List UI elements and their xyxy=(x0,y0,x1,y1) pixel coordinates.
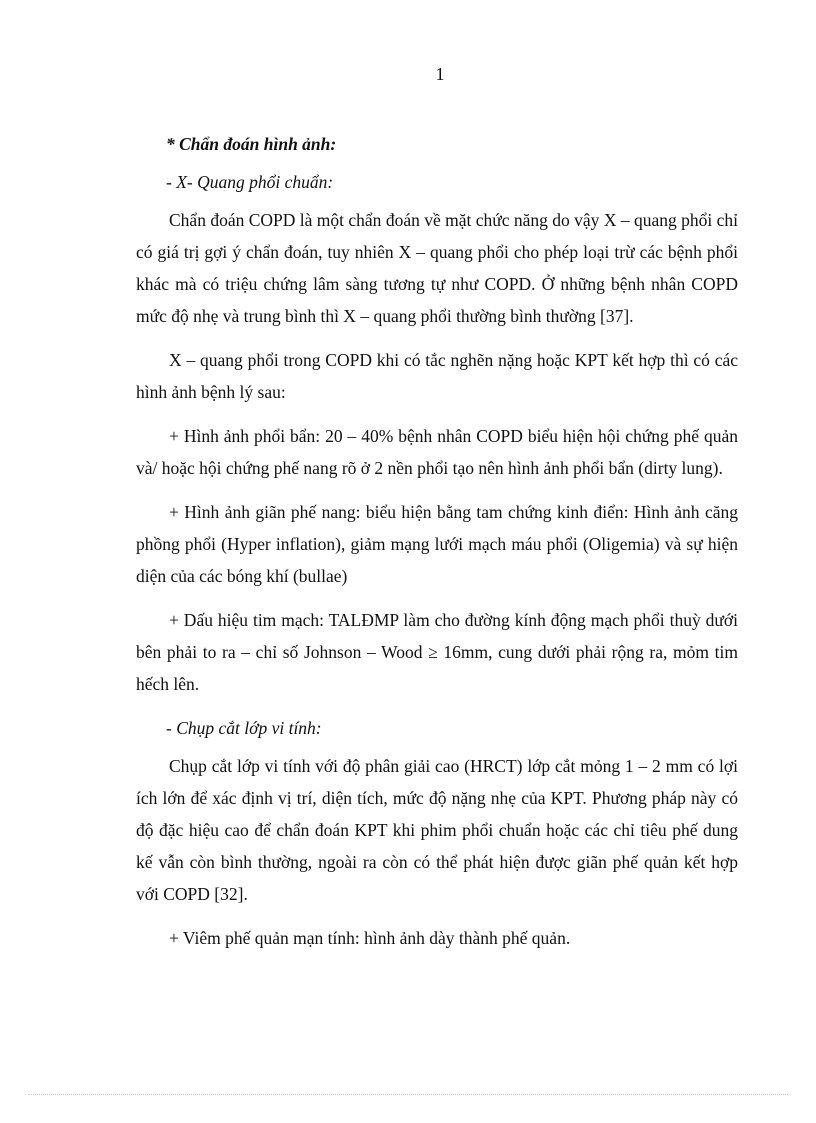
section-heading-imaging: * Chẩn đoán hình ảnh: xyxy=(166,134,337,154)
paragraph-xray-overview: Chẩn đoán COPD là một chẩn đoán về mặt chức năng do vậy X – quang phổi chỉ có giá trị gợi ý chẩn đoán, tuy nhiên X – quang phổi cho phép loại trừ các bệnh phổi khác mà có triệu chứng lâm sàng tương tự như COPD. Ở những bệnh nhân COPD mức độ nhẹ và trung bình thì X – quang phổi thường bình thường [37]. xyxy=(136,210,738,326)
paragraph-hrct: Chụp cắt lớp vi tính với độ phân giải cao (HRCT) lớp cắt mỏng 1 – 2 mm có lợi ích lớn để xác định vị trí, diện tích, mức độ nặng nhẹ của KPT. Phương pháp này có độ đặc hiệu cao để chẩn đoán KPT khi phim phổi chuẩn hoặc các chỉ tiêu phế dung kế vẫn còn bình thường, ngoài ra còn có thể phát hiện được giãn phế quản kết hợp với COPD [32]. xyxy=(136,756,738,904)
paragraph-dirty-lung: + Hình ảnh phổi bẩn: 20 – 40% bệnh nhân COPD biểu hiện hội chứng phế quản và/ hoặc hội chứng phế nang rõ ở 2 nền phổi tạo nên hình ảnh phổi bẩn (dirty lung). xyxy=(136,426,738,478)
paragraph-chronic-bronchitis: + Viêm phế quản mạn tính: hình ảnh dày thành phế quản. xyxy=(169,928,571,948)
page-number: 1 xyxy=(435,64,445,84)
subheading-ct-scan: - Chụp cắt lớp vi tính: xyxy=(166,718,322,738)
document-body xyxy=(136,128,738,966)
paragraph-xray-findings-intro: X – quang phổi trong COPD khi có tắc nghẽn nặng hoặc KPT kết hợp thì có các hình ảnh bệnh lý sau: xyxy=(136,350,738,402)
paragraph-emphysema: + Hình ảnh giãn phế nang: biểu hiện bằng tam chứng kinh điển: Hình ảnh căng phồng phổi (Hyper inflation), giảm mạng lưới mạch máu phổi (Oligemia) và sự hiện diện của các bóng khí (bullae) xyxy=(136,502,738,586)
paragraph-cardiovascular-signs: + Dấu hiệu tim mạch: TALĐMP làm cho đường kính động mạch phổi thuỳ dưới bên phải to ra – chỉ số Johnson – Wood ≥ 16mm, cung dưới phải rộng ra, mỏm tim hếch lên. xyxy=(136,610,738,694)
subheading-chest-xray: - X- Quang phổi chuẩn: xyxy=(166,172,334,192)
footer-divider xyxy=(28,1094,788,1095)
